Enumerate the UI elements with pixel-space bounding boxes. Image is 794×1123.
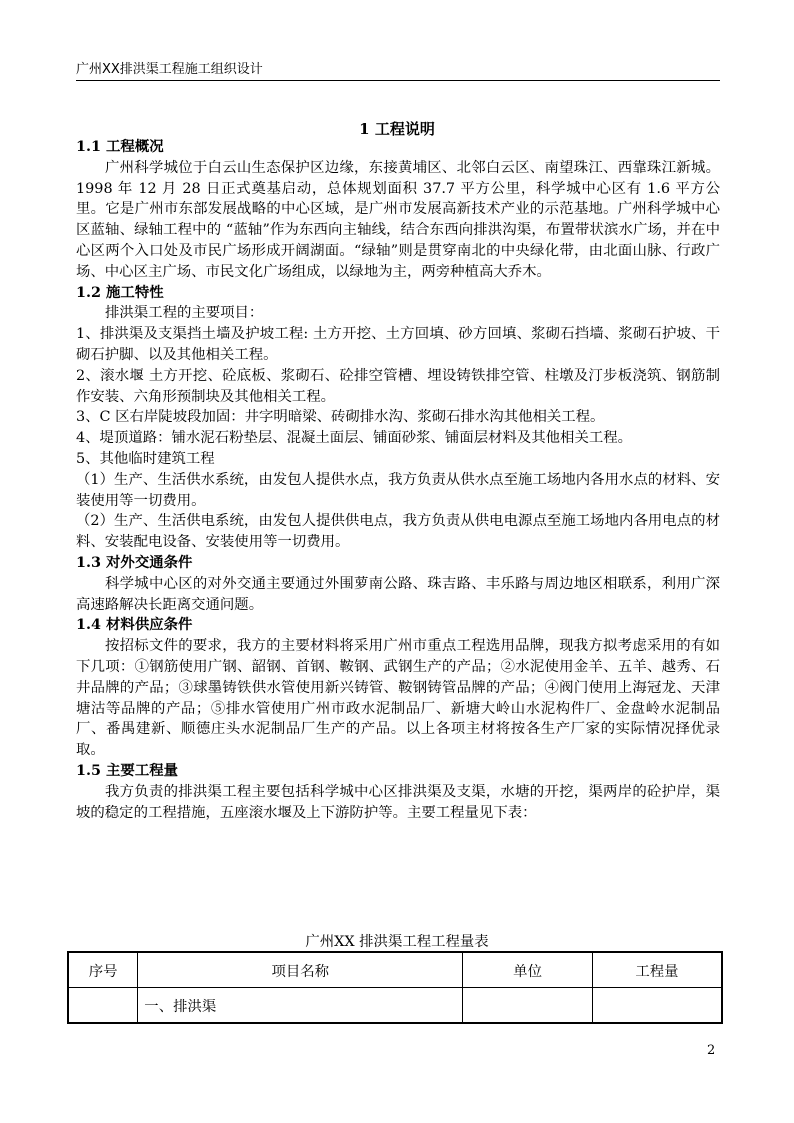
list-item: 1、排洪渠及支渠挡土墙及护坡工程: 土方开挖、土方回填、砂方回填、浆砌石挡墙、浆砌石护坡、干砌石护脚、以及其他相关工程。: [76, 326, 720, 363]
table-row: [68, 988, 722, 1024]
page-header: 广州XX排洪渠工程施工组织设计: [76, 58, 720, 81]
list-item: （2）生产、生活供电系统，由发包人提供供电点，我方负责从供电电源点至施工场地内各用电点的材料、安装配电设备、安装使用等一切费用。: [76, 513, 720, 551]
column-header: 单位: [463, 952, 593, 988]
section-heading: 1.3 对外交通条件: [76, 553, 193, 571]
paragraph: 排洪渠工程的主要项目：: [105, 305, 264, 322]
list-item: 4、堤顶道路：铺水泥石粉垫层、混凝土面层、铺面砂浆、铺面层材料及其他相关工程。: [76, 430, 633, 447]
section-heading: 1.2 施工特性: [76, 283, 164, 301]
table-cell: [463, 988, 593, 1024]
section-heading: 1.4 材料供应条件: [76, 616, 193, 634]
column-header: 项目名称: [138, 952, 463, 988]
list-item: （1）生产、生活供水系统，由发包人提供水点，我方负责从供水点至施工场地内各用水点的材料、安装使用等一切费用。: [76, 471, 720, 509]
paragraph: 我方负责的排洪渠工程主要包括科学城中心区排洪渠及支渠，水塘的开挖，渠两岸的砼护岸，渠坡的稳定的工程措施，五座滚水堰及上下游防护等。主要工程量见下表：: [76, 783, 720, 821]
list-item: 3、C 区右岸陡坡段加固：井字明暗梁、砖砌排水沟、浆砌石排水沟其他相关工程。: [76, 409, 605, 426]
column-header: 工程量: [592, 952, 722, 988]
chapter-title: 1 工程说明: [359, 120, 435, 138]
paragraph: 科学城中心区的对外交通主要通过外围萝南公路、珠吉路、丰乐路与周边地区相联系，利用广深高速路解决长距离交通问题。: [76, 575, 720, 613]
page-number: 2: [707, 1043, 716, 1058]
paragraph: 广州科学城位于白云山生态保护区边缘，东接黄埔区、北邻白云区、南望珠江、西靠珠江新城。1998 年 12 月 28 日正式奠基启动，总体规划面积 37.7 平方公里，科学城中心区有 1.6 平方公里。它是广州市东部发展战略的中心区域，是广州市发展高新技术产业的示范基地。广州科学城中心区蓝轴、绿轴工程中的 “蓝轴”作为东西向主轴线，结合东西向排洪沟渠，布置带状滨水广场，并在中心区两个入口处及市民广场形成开阔湖面。“绿轴”则是贯穿南北的中央绿化带，由北面山脉、行政广场、中心区主广场、市民文化广场组成，以绿地为主，两旁种植高大乔木。: [76, 159, 720, 280]
paragraph: 按招标文件的要求，我方的主要材料将采用广州市重点工程选用品牌，现我方拟考虑采用的有如下几项：①钢筋使用广钢、韶钢、首钢、鞍钢、武钢生产的产品；②水泥使用金羊、五羊、越秀、石井品牌的产品；③球墨铸铁供水管使用新兴铸管、鞍钢铸管品牌的产品；④阀门使用上海冠龙、天津塘沽等品牌的产品；⑤排水管使用广州市政水泥制品厂、新塘大岭山水泥构件厂、金盘岭水泥制品厂、番禺建新、顺德庄头水泥制品厂生产的产品。以上各项主材将按各生产厂家的实际情况择优录取。: [76, 638, 720, 759]
table-cell: [68, 988, 138, 1024]
body-content: [76, 137, 720, 823]
section-heading: 1.5 主要工程量: [76, 761, 178, 779]
column-header: 序号: [68, 952, 138, 988]
section-heading: 1.1 工程概况: [76, 138, 164, 155]
list-item: 2、滚水堰 土方开挖、砼底板、浆砌石、砼排空管槽、埋设铸铁排空管、柱墩及汀步板浇筑、钢筋制作安装、六角形预制块及其他相关工程。: [76, 367, 720, 405]
list-item: 5、其他临时建筑工程: [76, 450, 215, 467]
table-cell: 一、排洪渠: [138, 988, 463, 1024]
table-title: 广州XX 排洪渠工程工程量表: [305, 934, 489, 950]
table-header-row: [68, 952, 722, 988]
table-cell: [592, 988, 722, 1024]
quantity-table: [67, 951, 723, 1024]
